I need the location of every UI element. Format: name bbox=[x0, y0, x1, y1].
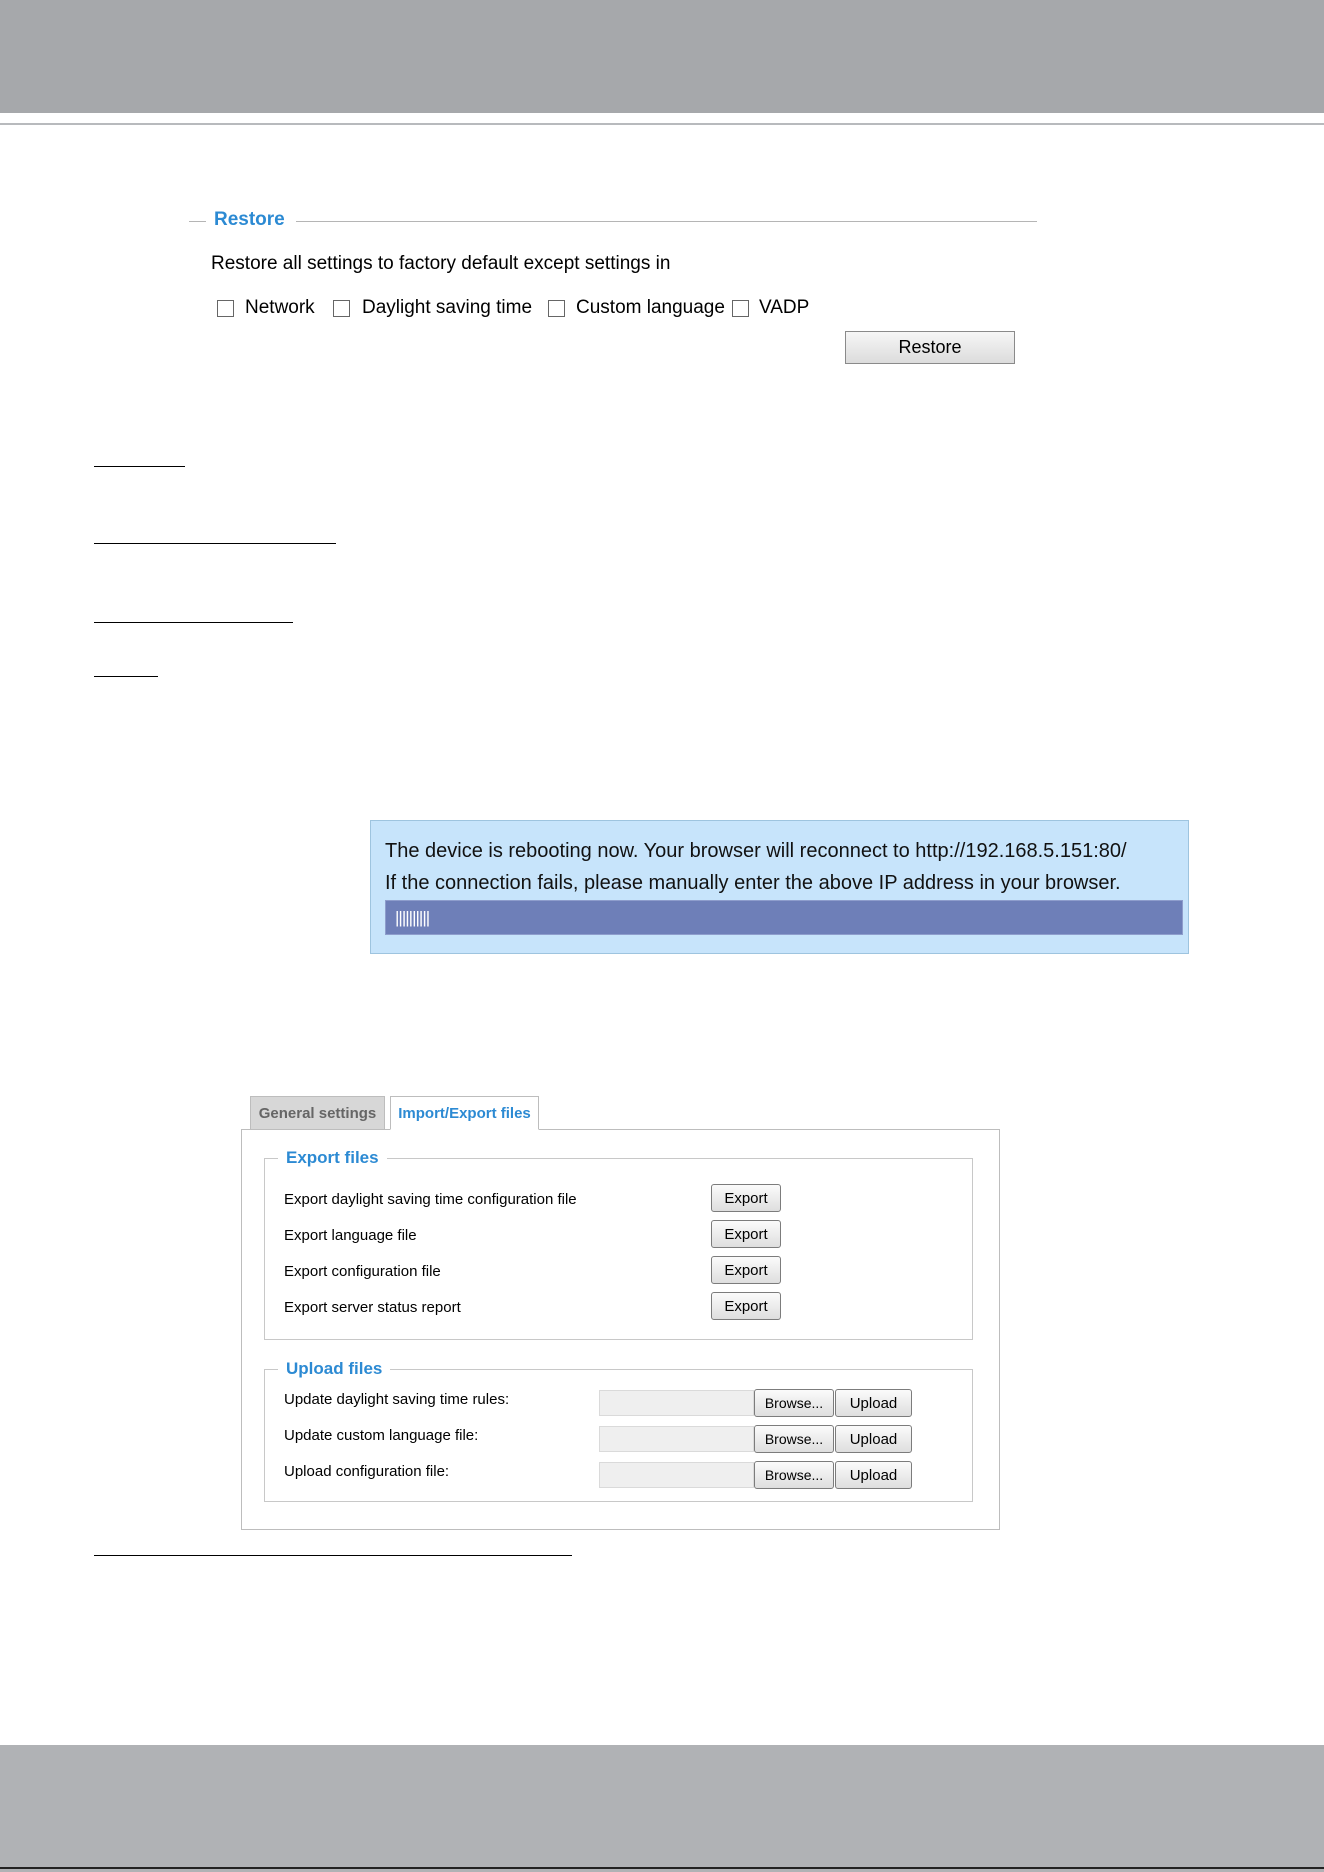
upload-row-label: Update daylight saving time rules: bbox=[284, 1391, 510, 1408]
upload-button[interactable]: Upload bbox=[835, 1425, 912, 1453]
reboot-progress-ticks: |||||||||| bbox=[395, 908, 430, 927]
reboot-message-line2: If the connection fails, please manually enter the above IP address in your browser. bbox=[385, 872, 1121, 894]
daylight-saving-rules-file-field[interactable] bbox=[599, 1390, 754, 1416]
upload-files-legend: Upload files bbox=[278, 1359, 390, 1379]
export-row-label: Export configuration file bbox=[284, 1263, 441, 1280]
daylight-saving-time-checkbox-label: Daylight saving time bbox=[362, 297, 533, 318]
doc-heading-underline-3 bbox=[94, 622, 293, 623]
export-daylight-saving-button[interactable]: Export bbox=[711, 1184, 781, 1212]
footer-divider bbox=[0, 1867, 1324, 1869]
export-row-label: Export language file bbox=[284, 1227, 417, 1244]
upload-button[interactable]: Upload bbox=[835, 1461, 912, 1489]
export-row-label: Export daylight saving time configuration file bbox=[284, 1191, 577, 1208]
tab-import-export-files[interactable]: Import/Export files bbox=[390, 1096, 539, 1130]
upload-row-label: Update custom language file: bbox=[284, 1427, 479, 1444]
network-checkbox[interactable] bbox=[217, 300, 234, 317]
browse-button[interactable]: Browse... bbox=[754, 1389, 834, 1417]
browse-button[interactable]: Browse... bbox=[754, 1425, 834, 1453]
doc-heading-underline-2 bbox=[94, 543, 336, 544]
browse-button[interactable]: Browse... bbox=[754, 1461, 834, 1489]
page-footer-bar bbox=[0, 1745, 1324, 1872]
reboot-progress-bar bbox=[385, 900, 1183, 935]
restore-button[interactable]: Restore bbox=[845, 331, 1015, 364]
export-row-label: Export server status report bbox=[284, 1299, 461, 1316]
doc-heading-underline-1 bbox=[94, 466, 185, 467]
doc-heading-underline-4 bbox=[94, 676, 158, 677]
restore-description: Restore all settings to factory default except settings in bbox=[211, 253, 671, 274]
tab-general-settings[interactable]: General settings bbox=[250, 1096, 385, 1130]
custom-language-checkbox-label: Custom language bbox=[576, 297, 725, 318]
export-files-legend: Export files bbox=[278, 1148, 387, 1168]
restore-legend-line-right bbox=[296, 221, 1037, 222]
doc-heading-underline-5 bbox=[94, 1555, 572, 1556]
upload-row-label: Upload configuration file: bbox=[284, 1463, 450, 1480]
export-server-status-button[interactable]: Export bbox=[711, 1292, 781, 1320]
restore-legend: Restore bbox=[214, 209, 285, 230]
restore-legend-line-left bbox=[189, 221, 206, 222]
reboot-message-line1: The device is rebooting now. Your browser will reconnect to http://192.168.5.151:80/ bbox=[385, 840, 1127, 862]
daylight-saving-time-checkbox[interactable] bbox=[333, 300, 350, 317]
custom-language-checkbox[interactable] bbox=[548, 300, 565, 317]
vadp-checkbox-label: VADP bbox=[759, 297, 810, 318]
configuration-file-field[interactable] bbox=[599, 1462, 754, 1488]
network-checkbox-label: Network bbox=[245, 297, 315, 318]
vadp-checkbox[interactable] bbox=[732, 300, 749, 317]
restore-section bbox=[0, 0, 1324, 380]
upload-button[interactable]: Upload bbox=[835, 1389, 912, 1417]
custom-language-file-field[interactable] bbox=[599, 1426, 754, 1452]
export-language-button[interactable]: Export bbox=[711, 1220, 781, 1248]
export-configuration-button[interactable]: Export bbox=[711, 1256, 781, 1284]
